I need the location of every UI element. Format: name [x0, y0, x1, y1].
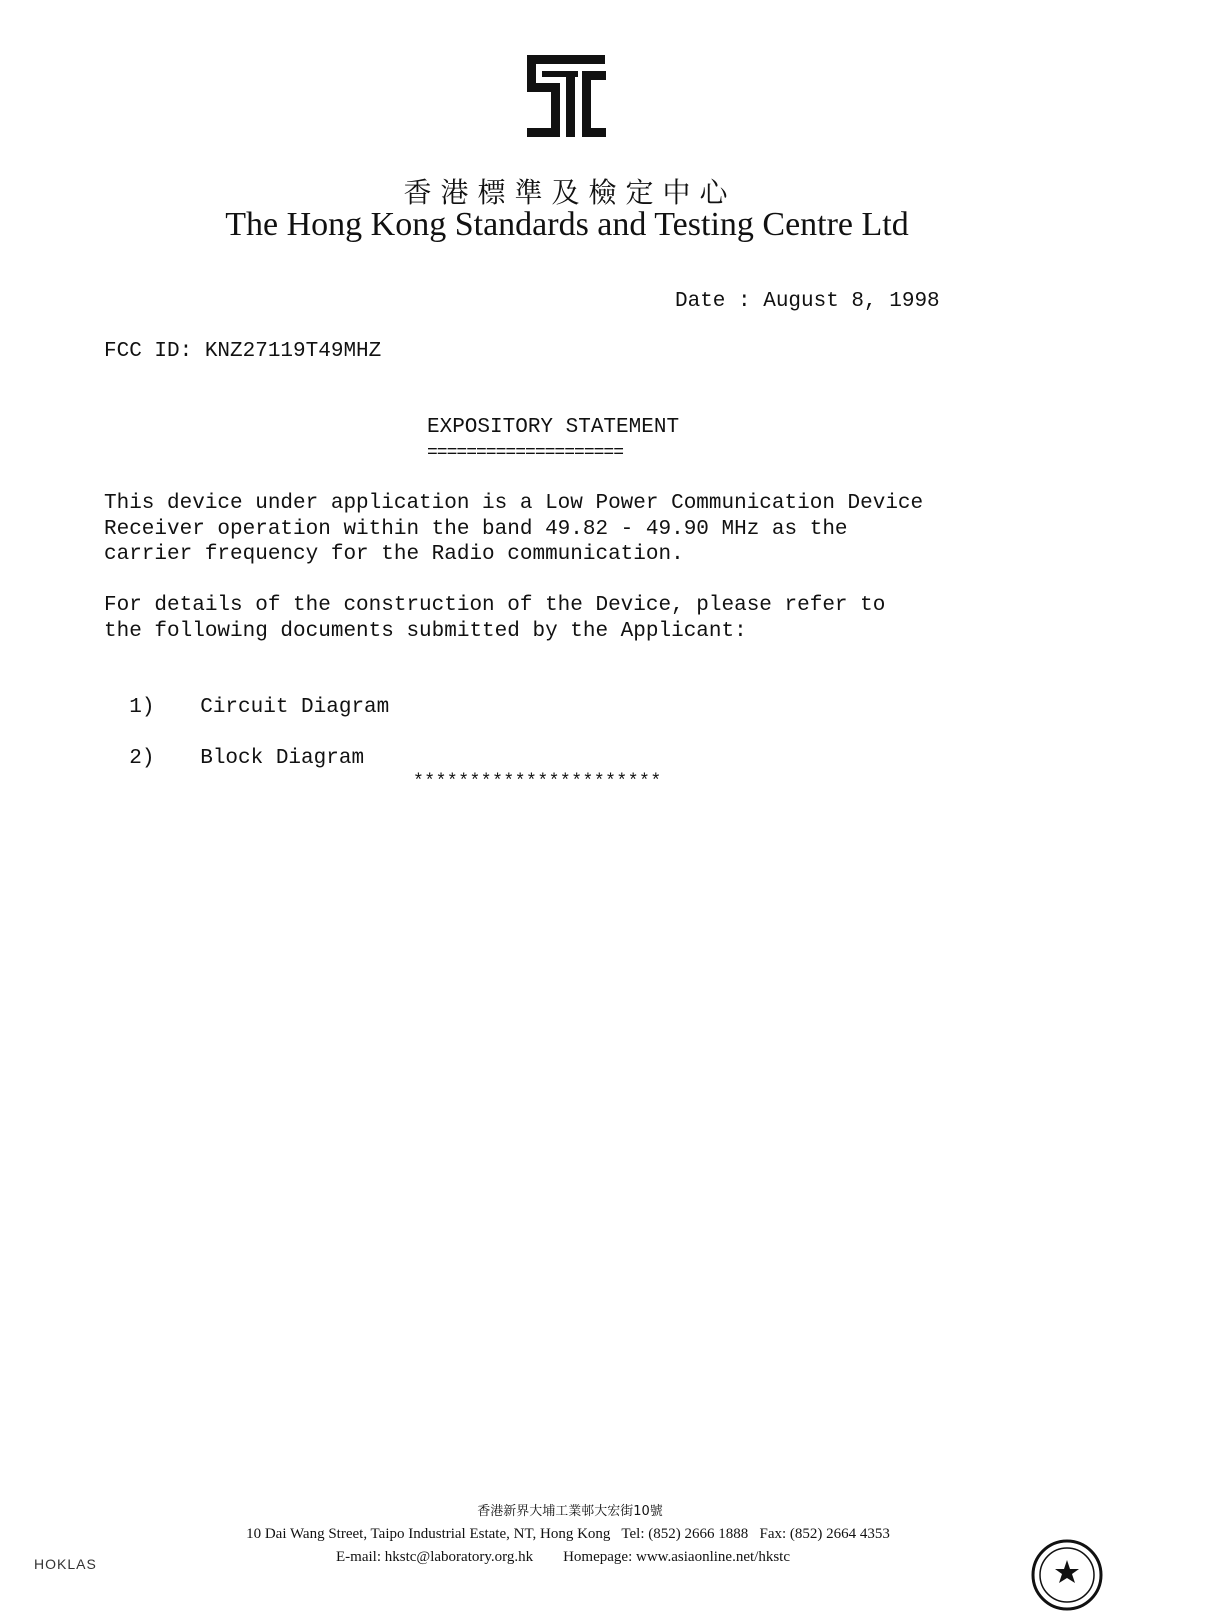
end-marker: **********************	[413, 772, 662, 792]
list-item-label: Block Diagram	[200, 746, 365, 770]
list-item-number: 2)	[129, 746, 155, 770]
accreditation-seal-icon	[1030, 1538, 1104, 1612]
documents-intro-paragraph: For details of the construction of the Device, please refer to the following documents submitted by the Applicant:	[104, 594, 886, 643]
hoklas-mark: HOKLAS	[34, 1556, 97, 1572]
date-line: Date : August 8, 1998	[675, 290, 940, 313]
footer-contact-line: E-mail: hkstc@laboratory.org.hk Homepage: www.asiaonline.net/hkstc	[336, 1549, 790, 1565]
heading-underline: ====================	[427, 443, 624, 463]
list-item-label: Circuit Diagram	[200, 695, 390, 719]
org-name-english: The Hong Kong Standards and Testing Centre Ltd	[225, 206, 909, 243]
footer-address-chinese: 香港新界大埔工業邨大宏街10號	[477, 1504, 663, 1519]
list-item	[104, 669, 389, 720]
org-name-chinese: 香港標準及檢定中心	[403, 176, 737, 209]
hkstc-logo-icon	[524, 55, 608, 137]
document-heading: EXPOSITORY STATEMENT	[427, 416, 680, 439]
footer-address-line: 10 Dai Wang Street, Taipo Industrial Estate, NT, Hong Kong Tel: (852) 2666 1888 Fax: (852) 2664 4353	[246, 1526, 890, 1542]
list-item-number: 1)	[129, 695, 155, 719]
device-description-paragraph: This device under application is a Low Power Communication Device Receiver operation within the band 49.82 - 49.90 MHz as the carrier frequency for the Radio communication.	[104, 492, 924, 566]
fcc-id-line: FCC ID: KNZ27119T49MHZ	[104, 340, 382, 363]
list-item	[104, 720, 364, 771]
